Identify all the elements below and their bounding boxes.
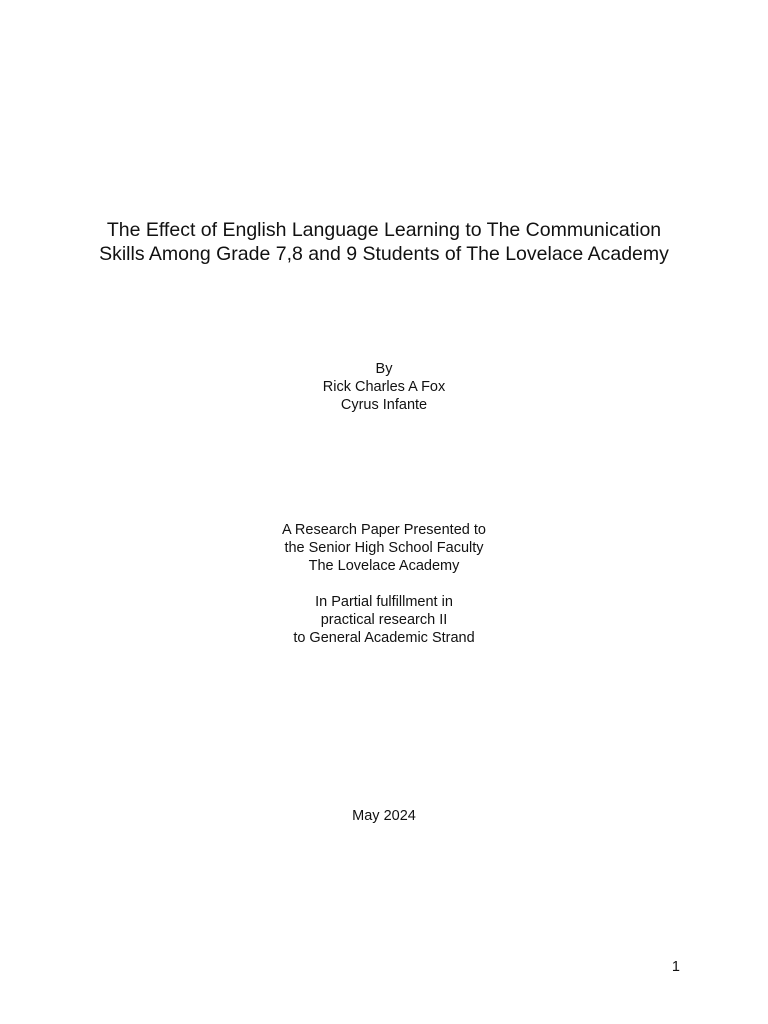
presentation-line: A Research Paper Presented to — [282, 522, 486, 538]
date-text: May 2024 — [352, 808, 416, 824]
author-name: Cyrus Infante — [340, 397, 428, 413]
submission-date — [184, 807, 584, 825]
fulfillment-block — [184, 593, 584, 647]
fulfillment-line: In Partial fulfillment in — [315, 594, 453, 610]
author-block — [184, 360, 584, 414]
fulfillment-line: to General Academic Strand — [293, 630, 475, 646]
presentation-line: the Senior High School Faculty — [284, 540, 484, 556]
paper-title — [60, 218, 708, 266]
title-line-2: Skills Among Grade 7,8 and 9 Students of The Lovelace Academy — [99, 243, 669, 265]
presentation-line: The Lovelace Academy — [308, 558, 460, 574]
fulfillment-line: practical research II — [320, 612, 448, 628]
author-name: Rick Charles A Fox — [322, 379, 446, 395]
title-line-1: The Effect of English Language Learning to The Communication — [106, 219, 662, 241]
presentation-block — [184, 521, 584, 575]
page-number: 1 — [671, 959, 680, 975]
by-label: By — [375, 361, 393, 377]
